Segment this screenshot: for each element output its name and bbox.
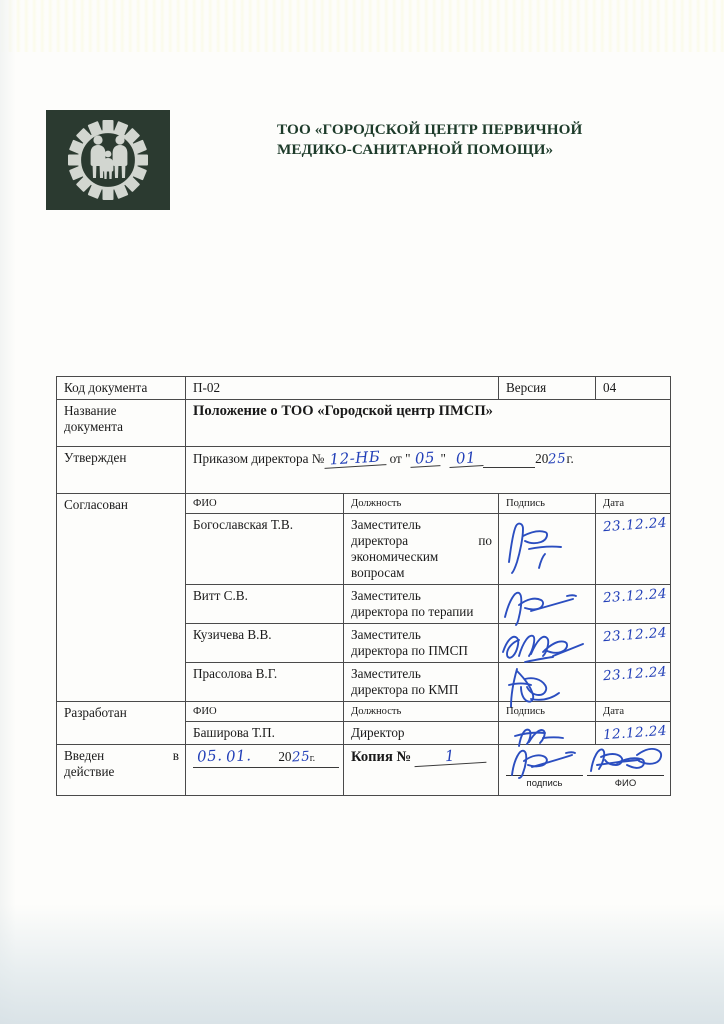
agreed-position-4-line-2: директора по КМП — [351, 682, 459, 697]
document-approval-table — [56, 376, 671, 796]
agreed-signature-2 — [499, 585, 596, 624]
table-row-developed-header — [57, 702, 671, 722]
effective-signature-wrap — [506, 748, 664, 792]
table-row-agreed-header — [57, 494, 671, 514]
developed-fio: Баширова Т.П. — [186, 722, 344, 745]
value-version: 04 — [596, 377, 671, 400]
label-effective-word-a: Введен — [64, 748, 105, 763]
table-row-approved — [57, 447, 671, 494]
scan-ghost-text — [110, 938, 610, 964]
label-effective-line-2: действие — [64, 764, 115, 779]
approved-order-number-handwritten: 12-НБ — [324, 448, 387, 469]
agreed-position-2-line-2: директора по терапии — [351, 604, 474, 619]
approved-year-tail-text: г. — [566, 451, 574, 466]
approved-month-handwritten: 01 — [449, 449, 484, 468]
agreed-date-2 — [596, 585, 671, 624]
label-approved: Утвержден — [57, 447, 186, 494]
agreed-fio-3: Кузичева В.В. — [186, 624, 344, 663]
label-fio-sub: ФИО — [614, 778, 637, 789]
approved-year-handwritten: 25 — [547, 450, 568, 468]
agreed-fio-4: Прасолова В.Г. — [186, 663, 344, 702]
agreed-date-2-handwritten: 23.12.24 — [602, 585, 668, 607]
scan-artifact-left — [0, 0, 16, 1024]
effective-fio-col — [587, 745, 664, 792]
column-header-fio-developed: ФИО — [186, 702, 344, 722]
agreed-position-1-word-b: по — [478, 533, 493, 548]
label-document-name-line-2: документа — [64, 419, 123, 434]
label-effective — [57, 745, 186, 796]
approved-day-handwritten: 05 — [410, 449, 441, 468]
agreed-position-4 — [344, 663, 499, 702]
agreed-position-4-line-1: Заместитель — [351, 666, 421, 681]
agreed-position-3 — [344, 624, 499, 663]
effective-month-handwritten: 01. — [225, 746, 252, 766]
developed-date-handwritten: 12.12.24 — [602, 722, 668, 744]
agreed-date-1 — [596, 514, 671, 585]
column-header-position-developed: Должность — [344, 702, 499, 722]
column-header-position-agreed: Должность — [344, 494, 499, 514]
developed-signature — [499, 722, 596, 745]
label-document-name — [57, 400, 186, 447]
scan-artifact-bottom — [0, 904, 724, 1024]
value-document-name: Положение о ТОО «Городской центр ПМСП» — [186, 400, 671, 447]
column-header-date-agreed: Дата — [596, 494, 671, 514]
developed-date — [596, 722, 671, 745]
column-header-signature-agreed: Подпись — [499, 494, 596, 514]
agreed-position-1-line-2 — [351, 533, 492, 549]
table-row-document-code — [57, 377, 671, 400]
agreed-date-4 — [596, 663, 671, 702]
approved-from-text: от " — [389, 451, 411, 466]
effective-signature-rule — [506, 745, 583, 776]
agreed-fio-1: Богославская Т.В. — [186, 514, 344, 585]
label-effective-word-b: в — [172, 748, 179, 763]
copy-number-handwritten: 1 — [414, 746, 487, 767]
label-agreed: Согласован — [57, 494, 186, 702]
approved-year-prefix-text: 20 — [535, 451, 549, 466]
developed-position: Директор — [344, 722, 499, 745]
column-header-date-developed: Дата — [596, 702, 671, 722]
copy-number-field — [344, 745, 499, 796]
scan-artifact-top — [0, 0, 724, 52]
agreed-position-2 — [344, 585, 499, 624]
effective-fio-rule — [587, 745, 664, 776]
effective-signature-block — [499, 745, 671, 796]
label-copy-number: Копия № — [351, 749, 412, 765]
agreed-position-1-line-3: экономическим — [351, 549, 439, 564]
organization-logo-icon — [46, 110, 170, 210]
effective-date-value — [186, 745, 344, 796]
column-header-fio-agreed: ФИО — [186, 494, 344, 514]
agreed-signature-1 — [499, 514, 596, 585]
agreed-position-1-line-1: Заместитель — [351, 517, 421, 532]
label-document-name-line-1: Название — [64, 403, 117, 418]
agreed-signature-4 — [499, 663, 596, 702]
label-version: Версия — [499, 377, 596, 400]
table-row-effective — [57, 745, 671, 796]
organization-title — [277, 120, 667, 160]
approved-prefix-text: Приказом директора № — [193, 451, 325, 466]
effective-year-handwritten: 25 — [291, 748, 311, 766]
label-document-code: Код документа — [57, 377, 186, 400]
table-row-document-name — [57, 400, 671, 447]
organization-title-line-1: ТОО «ГОРОДСКОЙ ЦЕНТР ПЕРВИЧНОЙ — [277, 121, 583, 138]
column-header-signature-developed: Подпись — [499, 702, 596, 722]
value-approved-order — [186, 447, 671, 494]
agreed-position-1-word-a: директора — [351, 533, 409, 548]
agreed-signature-3 — [499, 624, 596, 663]
label-effective-line-1 — [64, 748, 179, 764]
agreed-position-1-line-4: вопросам — [351, 565, 405, 580]
label-signature-sub: подпись — [526, 778, 563, 789]
agreed-position-3-line-2: директора по ПМСП — [351, 643, 468, 658]
organization-title-line-2: МЕДИКО-САНИТАРНОЙ ПОМОЩИ» — [277, 141, 554, 158]
effective-year-prefix-text: 20 — [278, 749, 292, 764]
agreed-date-1-handwritten: 23.12.24 — [602, 514, 668, 536]
agreed-date-3-handwritten: 23.12.24 — [602, 624, 668, 646]
agreed-position-3-line-1: Заместитель — [351, 627, 421, 642]
agreed-fio-2: Витт С.В. — [186, 585, 344, 624]
effective-signature-col — [506, 745, 583, 792]
value-document-code: П-02 — [186, 377, 499, 400]
label-developed: Разработан — [57, 702, 186, 745]
agreed-position-2-line-1: Заместитель — [351, 588, 421, 603]
agreed-position-1 — [344, 514, 499, 585]
effective-year-tail-text: г. — [309, 753, 316, 764]
agreed-date-4-handwritten: 23.12.24 — [602, 663, 668, 685]
agreed-date-3 — [596, 624, 671, 663]
approved-quote-text: " — [440, 451, 446, 466]
effective-day-handwritten: 05. — [196, 746, 223, 766]
